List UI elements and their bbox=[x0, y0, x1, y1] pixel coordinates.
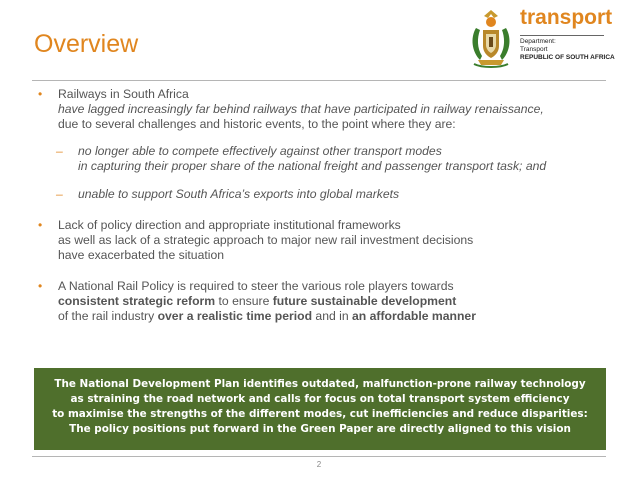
plain-text: of the rail industry bbox=[58, 309, 158, 323]
emphasis-text: future sustainable development bbox=[272, 294, 457, 308]
bullet-policy-direction bbox=[34, 218, 614, 263]
bullet-line: Railways in South Africa bbox=[58, 87, 189, 101]
emphasis-text: over a realistic time period bbox=[157, 309, 313, 323]
logo-department-text bbox=[520, 38, 615, 62]
emphasis-text: consistent strategic reform bbox=[58, 294, 216, 308]
bullet-marker: • bbox=[38, 87, 43, 101]
callout-box bbox=[34, 368, 606, 450]
callout-line: to maximise the strengths of the different modes, cut inefficiencies and reduce disparities: bbox=[52, 408, 588, 420]
logo-wordmark: transport bbox=[520, 6, 613, 29]
logo-divider bbox=[520, 35, 604, 36]
coat-of-arms-emblem bbox=[468, 8, 514, 68]
sub-bullet-exports bbox=[34, 187, 614, 202]
sub-bullet-line: unable to support South Africa’s exports into global markets bbox=[78, 187, 400, 201]
bullet-railways bbox=[34, 87, 614, 132]
bullet-national-rail-policy bbox=[34, 279, 614, 324]
sub-bullet-marker: – bbox=[56, 144, 63, 158]
page-title: Overview bbox=[34, 30, 139, 58]
plain-text: to ensure bbox=[215, 294, 273, 308]
sub-bullet-line: in capturing their proper share of the national freight and passenger transport task; and bbox=[78, 159, 547, 173]
bullet-marker: • bbox=[38, 218, 43, 232]
page-number: 2 bbox=[316, 460, 322, 469]
logo-line-transport: Transport bbox=[520, 46, 548, 53]
bullet-line: A National Rail Policy is required to steer the various role players towards bbox=[58, 279, 454, 293]
bullet-list bbox=[34, 87, 614, 340]
emphasis-text: an affordable manner bbox=[352, 309, 476, 323]
sub-bullet-compete bbox=[34, 144, 614, 174]
bullet-marker: • bbox=[38, 279, 43, 293]
bottom-divider bbox=[32, 456, 606, 457]
callout-line: as straining the road network and calls for focus on total transport system efficiency bbox=[70, 393, 570, 405]
top-divider bbox=[32, 80, 606, 81]
bullet-line: as well as lack of a strategic approach to major new rail investment decisions bbox=[58, 233, 474, 247]
bullet-line bbox=[58, 294, 614, 309]
department-logo bbox=[468, 8, 618, 72]
bullet-line: have exacerbated the situation bbox=[58, 248, 225, 262]
bullet-line bbox=[58, 309, 614, 324]
plain-text: and in bbox=[312, 309, 353, 323]
bullet-line: have lagged increasingly far behind railways that have participated in railway renaissance, bbox=[58, 102, 544, 116]
sub-bullet-marker: – bbox=[56, 187, 63, 201]
sub-bullet-line: no longer able to compete effectively against other transport modes bbox=[78, 144, 442, 158]
callout-line: The National Development Plan identifies outdated, malfunction-prone railway technology bbox=[54, 378, 586, 390]
bullet-line: due to several challenges and historic events, to the point where they are: bbox=[58, 117, 456, 131]
callout-line: The policy positions put forward in the Green Paper are directly aligned to this vision bbox=[69, 423, 571, 435]
logo-line-rsa: REPUBLIC OF SOUTH AFRICA bbox=[520, 54, 615, 61]
logo-line-department: Department: bbox=[520, 38, 556, 45]
bullet-line: Lack of policy direction and appropriate institutional frameworks bbox=[58, 218, 401, 232]
